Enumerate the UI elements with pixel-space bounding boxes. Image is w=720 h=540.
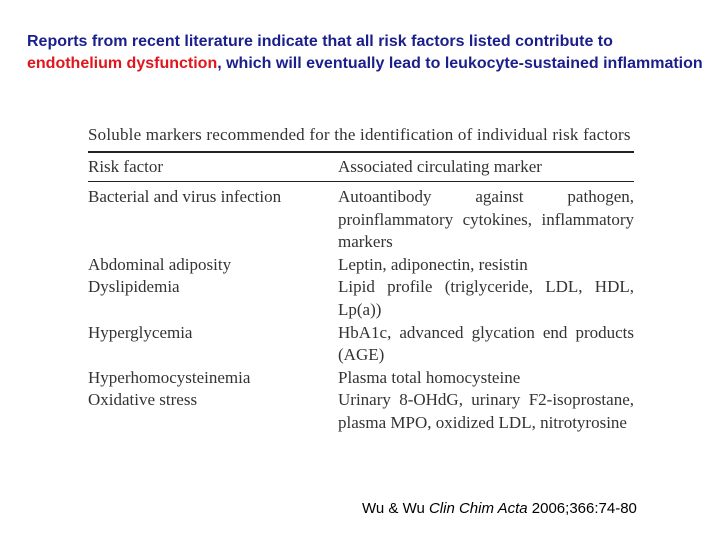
table-row	[88, 322, 634, 367]
heading-highlight: endothelium dysfunction	[27, 54, 218, 72]
marker-cell: Autoantibody against pathogen, proinflammatory cytokines, inflammatory markers	[338, 187, 634, 252]
slide-heading	[27, 31, 707, 74]
risk-factor-cell: Dyslipidemia	[88, 277, 180, 297]
citation-journal: Clin Chim Acta	[428, 500, 528, 517]
table-row	[88, 367, 634, 390]
table-body	[88, 182, 634, 435]
table-header-row	[88, 153, 634, 181]
header-risk-factor: Risk factor	[88, 157, 164, 176]
marker-cell: HbA1c, advanced glycation end products (AGE)	[338, 322, 634, 365]
table-row	[88, 186, 634, 254]
risk-factor-cell: Oxidative stress	[88, 390, 198, 410]
marker-cell: Leptin, adiponectin, resistin	[338, 254, 528, 274]
citation-ref: 2006;366:74-80	[527, 500, 637, 517]
table-row	[88, 389, 634, 434]
table-row	[88, 254, 634, 277]
markers-table	[88, 123, 634, 435]
marker-cell: Lipid profile (triglyceride, LDL, HDL, Lp(a))	[338, 277, 634, 319]
table-row	[88, 276, 634, 321]
heading-text-part1: Reports from recent literature indicate that all risk factors listed contribute to	[27, 33, 613, 50]
risk-factor-cell: Abdominal adiposity	[88, 254, 232, 274]
risk-factor-cell: Bacterial and virus infection	[88, 187, 282, 206]
heading-text-part2: , which will eventually lead to leukocyte-sustained inflammation	[217, 54, 703, 72]
header-marker: Associated circulating marker	[338, 157, 542, 176]
marker-cell: Urinary 8-OHdG, urinary F2-isoprostane, plasma MPO, oxidized LDL, nitrotyrosine	[338, 390, 634, 432]
risk-factor-cell: Hyperhomocysteinemia	[88, 367, 251, 387]
table-caption: Soluble markers recommended for the identification of individual risk factors	[88, 125, 631, 144]
citation-authors: Wu & Wu	[362, 500, 429, 517]
risk-factor-cell: Hyperglycemia	[88, 322, 193, 342]
marker-cell: Plasma total homocysteine	[338, 367, 521, 387]
citation	[362, 500, 637, 517]
